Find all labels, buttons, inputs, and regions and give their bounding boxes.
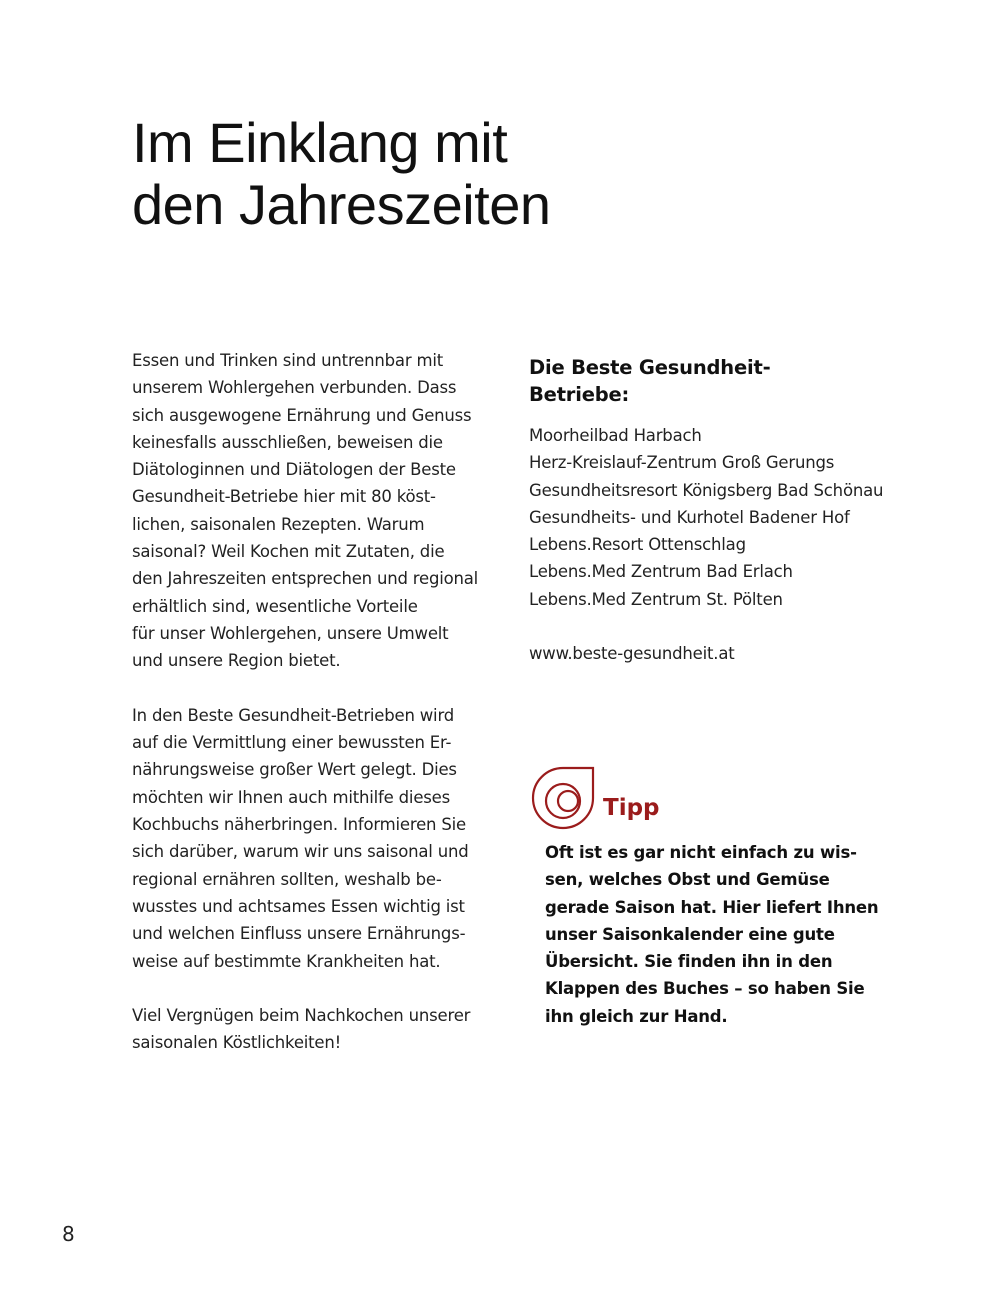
tip-label: Tipp <box>603 795 660 821</box>
text-line: gerade Saison hat. Hier liefert Ihnen <box>545 897 879 917</box>
text-line: und welchen Einfluss unsere Ernährungs- <box>132 924 466 944</box>
intro-paragraph-1 <box>132 347 522 675</box>
text-line: Kochbuchs näherbringen. Informieren Sie <box>132 815 466 835</box>
spiral-tip-icon <box>530 765 596 831</box>
list-item: Herz-Kreislauf-Zentrum Groß Gerungs <box>529 453 835 473</box>
text-line: auf die Vermittlung einer bewussten Er- <box>132 733 452 753</box>
text-line: ihn gleich zur Hand. <box>545 1006 728 1026</box>
title-line: den Jahreszeiten <box>132 173 551 236</box>
list-item: Moorheilbad Harbach <box>529 426 702 445</box>
heading-line: Die Beste Gesundheit- <box>529 356 771 379</box>
text-line: Gesundheit-Betriebe hier mit 80 köst- <box>132 487 436 507</box>
text-line: Viel Vergnügen beim Nachkochen unserer <box>132 1006 471 1026</box>
list-item: Gesundheitsresort Königsberg Bad Schönau <box>529 480 884 500</box>
website-link[interactable]: www.beste-gesundheit.at <box>529 644 735 664</box>
partner-sidebar <box>529 354 949 667</box>
sidebar-heading <box>529 354 949 408</box>
heading-line: Betriebe: <box>529 383 630 406</box>
list-item: Lebens.Med Zentrum Bad Erlach <box>529 562 793 582</box>
text-line: nährungsweise großer Wert gelegt. Dies <box>132 760 457 780</box>
text-line: Übersicht. Sie finden ihn in den <box>545 952 833 972</box>
text-line: regional ernähren sollten, weshalb be- <box>132 869 442 889</box>
text-line: sen, welches Obst und Gemüse <box>545 870 830 890</box>
text-line: unser Saisonkalender eine gute <box>545 924 835 944</box>
text-line: Diätologinnen und Diätologen der Beste <box>132 460 456 480</box>
title-line: Im Einklang mit <box>132 111 508 174</box>
intro-paragraph-2 <box>132 702 522 975</box>
hotel-list <box>529 422 949 613</box>
text-line: erhältlich sind, wesentliche Vorteile <box>132 596 418 616</box>
list-item: Gesundheits- und Kurhotel Badener Hof <box>529 507 850 527</box>
text-line: und unsere Region bietet. <box>132 651 341 671</box>
text-line: saisonal? Weil Kochen mit Zutaten, die <box>132 542 445 562</box>
text-line: Klappen des Buches – so haben Sie <box>545 979 865 999</box>
list-item: Lebens.Resort Ottenschlag <box>529 535 746 555</box>
intro-text-column <box>132 347 522 1084</box>
tip-header <box>530 765 950 831</box>
text-line: saisonalen Köstlichkeiten! <box>132 1033 342 1053</box>
text-line: Oft ist es gar nicht einfach zu wis- <box>545 843 857 862</box>
text-line: In den Beste Gesundheit-Betrieben wird <box>132 705 455 725</box>
text-line: lichen, saisonalen Rezepten. Warum <box>132 514 425 534</box>
text-line: sich ausgewogene Ernährung und Genuss <box>132 405 472 425</box>
text-line: für unser Wohlergehen, unsere Umwelt <box>132 623 449 643</box>
text-line: weise auf bestimmte Krankheiten hat. <box>132 951 441 971</box>
list-item: Lebens.Med Zentrum St. Pölten <box>529 589 783 609</box>
text-line: keinesfalls ausschließen, beweisen die <box>132 432 443 452</box>
text-line: wusstes und achtsames Essen wichtig ist <box>132 896 465 916</box>
tip-box <box>530 765 950 1030</box>
text-line: unserem Wohlergehen verbunden. Dass <box>132 378 457 398</box>
intro-paragraph-3 <box>132 1002 522 1057</box>
text-line: möchten wir Ihnen auch mithilfe dieses <box>132 787 451 807</box>
tip-text <box>545 839 905 1030</box>
page-number: 8 <box>62 1222 75 1246</box>
text-line: sich darüber, warum wir uns saisonal und <box>132 842 469 862</box>
text-line: den Jahreszeiten entsprechen und regional <box>132 569 479 589</box>
text-line: Essen und Trinken sind untrennbar mit <box>132 351 443 370</box>
page-title <box>132 112 852 236</box>
